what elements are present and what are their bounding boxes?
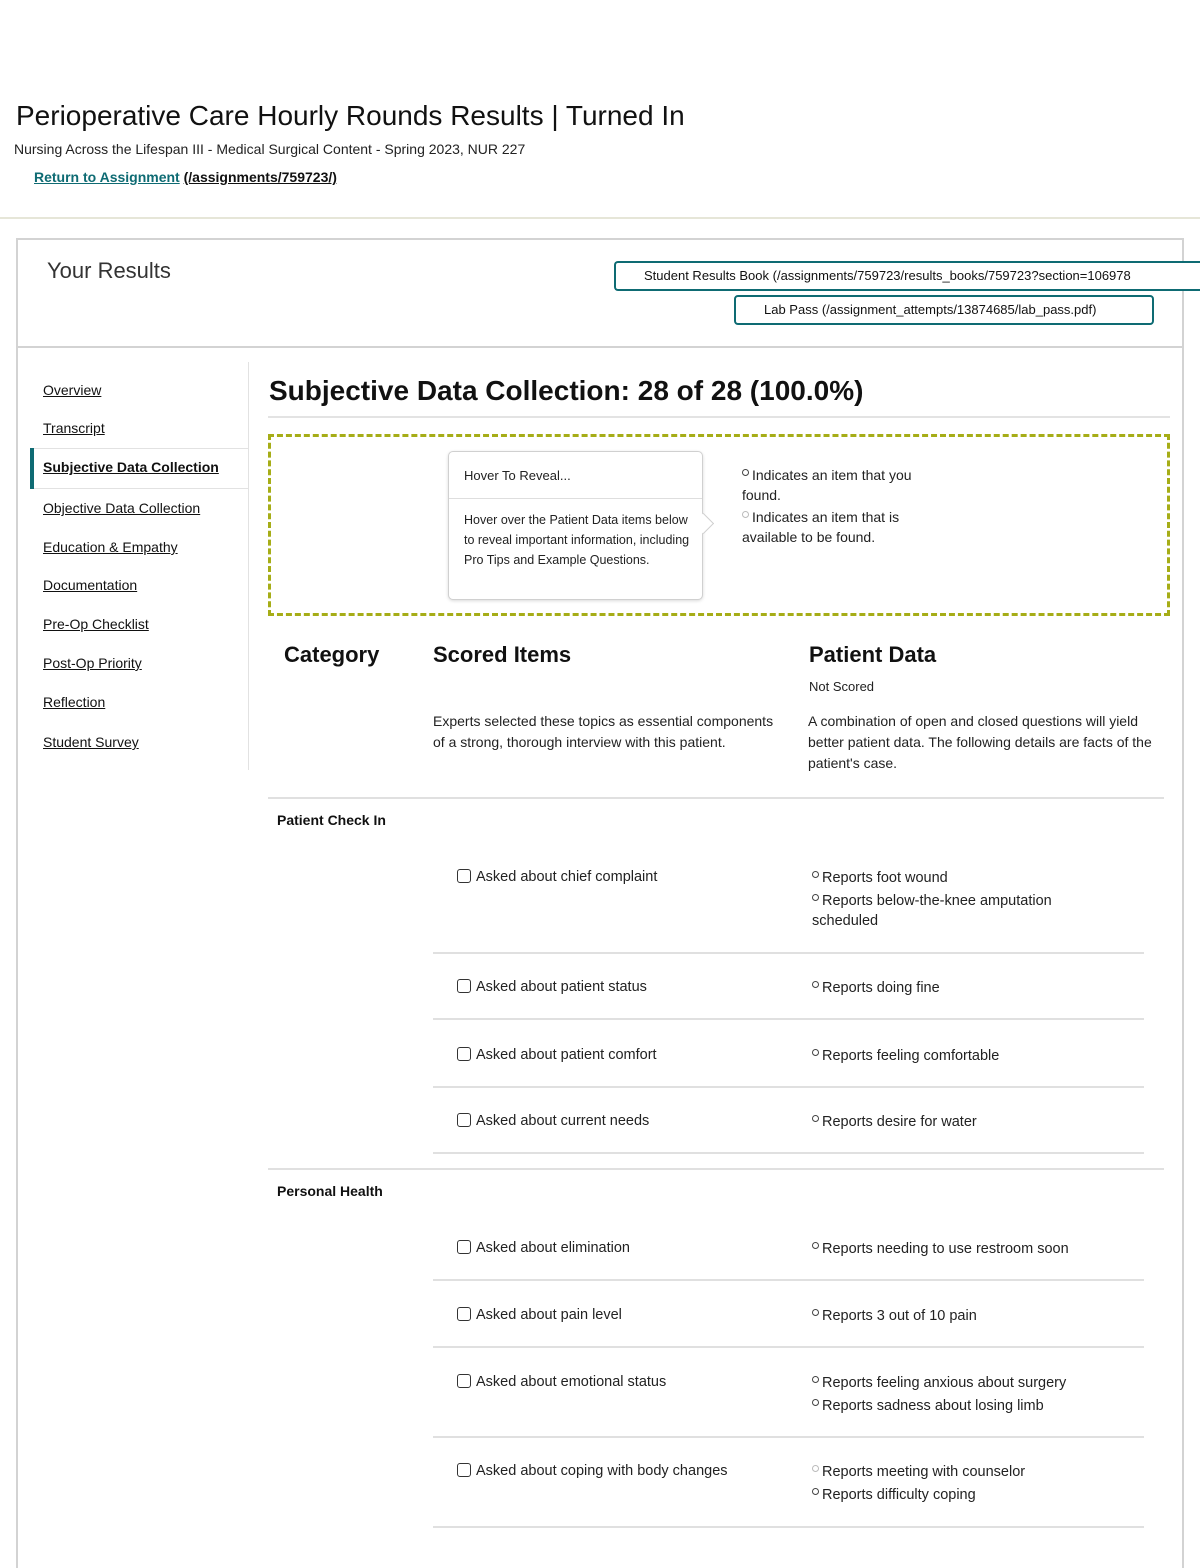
patient-data-cell[interactable] xyxy=(812,1112,1102,1135)
return-to-assignment-link[interactable] xyxy=(34,169,337,185)
checkbox-icon xyxy=(457,1113,471,1127)
checkbox-icon xyxy=(457,1463,471,1477)
scored-item xyxy=(457,979,647,995)
results-header-divider xyxy=(18,346,1183,348)
found-dot-icon xyxy=(812,871,819,878)
patient-data-cell[interactable] xyxy=(812,868,1102,934)
legend-found xyxy=(742,465,917,505)
section-title: Subjective Data Collection: 28 of 28 (100.0%) xyxy=(269,375,864,406)
checkbox-icon xyxy=(457,1047,471,1061)
item-divider xyxy=(433,952,1144,954)
item-divider xyxy=(433,1018,1144,1020)
sidebar-item-post-op-priority[interactable]: Post-Op Priority xyxy=(43,655,142,671)
item-divider xyxy=(433,1086,1144,1088)
available-dot-icon xyxy=(742,511,749,518)
patient-data-item[interactable]: Reports needing to use restroom soon xyxy=(812,1239,1102,1259)
scored-item-label: Asked about elimination xyxy=(476,1240,630,1256)
patient-data-item[interactable]: Reports below-the-knee amputation scheduled xyxy=(812,893,1052,929)
hover-to-reveal-card xyxy=(448,451,703,600)
item-divider xyxy=(433,1152,1144,1154)
scored-item-label: Asked about pain level xyxy=(476,1307,622,1323)
not-scored-label: Not Scored xyxy=(809,679,875,694)
hover-card-body: Hover over the Patient Data items below to reveal important information, including Pro Tips and Example Questions. xyxy=(464,513,690,567)
found-dot-icon xyxy=(812,1309,819,1316)
legend-available-text: Indicates an item that is available to be found. xyxy=(742,509,900,545)
scored-item xyxy=(457,1113,649,1129)
found-dot-icon xyxy=(812,1115,819,1122)
course-name: Nursing Across the Lifespan III - Medical Surgical Content - Spring 2023, NUR 227 xyxy=(14,141,526,157)
legend-available xyxy=(742,507,917,547)
category-label: Personal Health xyxy=(277,1183,383,1199)
category-divider xyxy=(268,797,1164,799)
return-link-path[interactable]: (/assignments/759723/) xyxy=(183,169,337,185)
scored-item xyxy=(457,1240,630,1256)
sidebar-item-transcript[interactable]: Transcript xyxy=(43,420,105,436)
found-dot-icon xyxy=(812,1049,819,1056)
sidebar-item-documentation[interactable]: Documentation xyxy=(43,577,138,593)
checkbox-icon xyxy=(457,1307,471,1321)
patient-data-item[interactable]: Reports desire for water xyxy=(812,1112,1102,1132)
patient-data-item[interactable]: Reports difficulty coping xyxy=(812,1485,1102,1505)
patient-data-item[interactable]: Reports feeling anxious about surgery xyxy=(812,1373,1102,1393)
patient-data-description: A combination of open and closed questions will yield better patient data. The following details are facts of the patient's case. xyxy=(808,713,1152,771)
patient-data-cell[interactable] xyxy=(812,1373,1102,1419)
scored-item-label: Asked about patient comfort xyxy=(476,1047,657,1063)
scored-item xyxy=(457,1307,622,1323)
scored-item xyxy=(457,1374,666,1390)
sidebar-item-reflection[interactable]: Reflection xyxy=(43,694,106,710)
sidebar-item-overview[interactable]: Overview xyxy=(43,382,102,398)
checkbox-icon xyxy=(457,979,471,993)
scored-item-label: Asked about patient status xyxy=(476,979,647,995)
page-title: Perioperative Care Hourly Rounds Results | Turned In xyxy=(16,100,685,131)
patient-data-column-header: Patient Data xyxy=(809,642,937,667)
available-dot-icon xyxy=(812,1465,819,1472)
legend-found-text: Indicates an item that you found. xyxy=(742,467,912,503)
scored-item-label: Asked about coping with body changes xyxy=(476,1463,728,1479)
found-dot-icon xyxy=(812,894,819,901)
item-divider xyxy=(433,1279,1144,1281)
hover-card-title: Hover To Reveal... xyxy=(464,468,571,483)
category-divider xyxy=(268,1168,1164,1170)
sidebar-item-subjective-data-collection[interactable]: Subjective Data Collection xyxy=(43,459,219,475)
sidebar-item-objective-data-collection[interactable]: Objective Data Collection xyxy=(43,500,201,516)
found-dot-icon xyxy=(812,1488,819,1495)
patient-data-cell[interactable] xyxy=(812,1046,1102,1069)
active-item-indicator xyxy=(30,448,34,489)
patient-data-cell[interactable] xyxy=(812,1239,1102,1262)
scored-item xyxy=(457,1047,657,1063)
patient-data-cell[interactable] xyxy=(812,978,1102,1001)
patient-data-cell[interactable] xyxy=(812,1462,1102,1508)
scored-item xyxy=(457,869,657,885)
item-divider xyxy=(433,1526,1144,1528)
item-divider xyxy=(433,1346,1144,1348)
results-sidebar xyxy=(30,362,249,770)
scored-item-label: Asked about current needs xyxy=(476,1113,650,1129)
lab-pass-button[interactable]: Lab Pass (/assignment_attempts/13874685/lab_pass.pdf) xyxy=(734,295,1154,325)
sidebar-item-education-empathy[interactable]: Education & Empathy xyxy=(43,539,178,555)
patient-data-item[interactable]: Reports foot wound xyxy=(812,868,1102,888)
patient-data-item[interactable]: Reports meeting with counselor xyxy=(812,1462,1102,1482)
category-label: Patient Check In xyxy=(277,812,386,828)
scored-item-label: Asked about emotional status xyxy=(476,1374,667,1390)
found-dot-icon xyxy=(812,1376,819,1383)
sidebar-item-student-survey[interactable]: Student Survey xyxy=(43,734,139,750)
scored-item-label: Asked about chief complaint xyxy=(476,869,658,885)
student-results-book-button[interactable]: Student Results Book (/assignments/759723/results_books/759723?section=106978 xyxy=(614,261,1200,291)
item-divider xyxy=(433,1436,1144,1438)
patient-data-cell[interactable] xyxy=(812,1306,1102,1329)
hover-card-divider xyxy=(449,498,702,499)
results-heading: Your Results xyxy=(47,258,171,283)
active-item-bottom-border xyxy=(34,488,248,489)
sidebar-item-pre-op-checklist[interactable]: Pre-Op Checklist xyxy=(43,616,149,632)
patient-data-item[interactable]: Reports doing fine xyxy=(812,978,1102,998)
checkbox-icon xyxy=(457,1240,471,1254)
active-item-top-border xyxy=(34,448,248,449)
patient-data-item[interactable]: Reports feeling comfortable xyxy=(812,1046,1102,1066)
found-dot-icon xyxy=(812,981,819,988)
found-dot-icon xyxy=(812,1242,819,1249)
header-divider xyxy=(0,217,1200,219)
legend-box xyxy=(268,434,1170,616)
found-dot-icon xyxy=(812,1399,819,1406)
section-divider xyxy=(268,416,1170,418)
checkbox-icon xyxy=(457,869,471,883)
patient-data-item[interactable]: Reports sadness about losing limb xyxy=(812,1396,1102,1416)
scored-items-description: Experts selected these topics as essential components of a strong, thorough interview with this patient. xyxy=(433,713,774,750)
checkbox-icon xyxy=(457,1374,471,1388)
return-link-text[interactable]: Return to Assignment xyxy=(34,169,180,185)
found-dot-icon xyxy=(742,469,749,476)
scored-item xyxy=(457,1463,728,1479)
category-column-header: Category xyxy=(284,642,380,667)
patient-data-item[interactable]: Reports 3 out of 10 pain xyxy=(812,1306,1102,1326)
scored-items-column-header: Scored Items xyxy=(433,642,572,667)
